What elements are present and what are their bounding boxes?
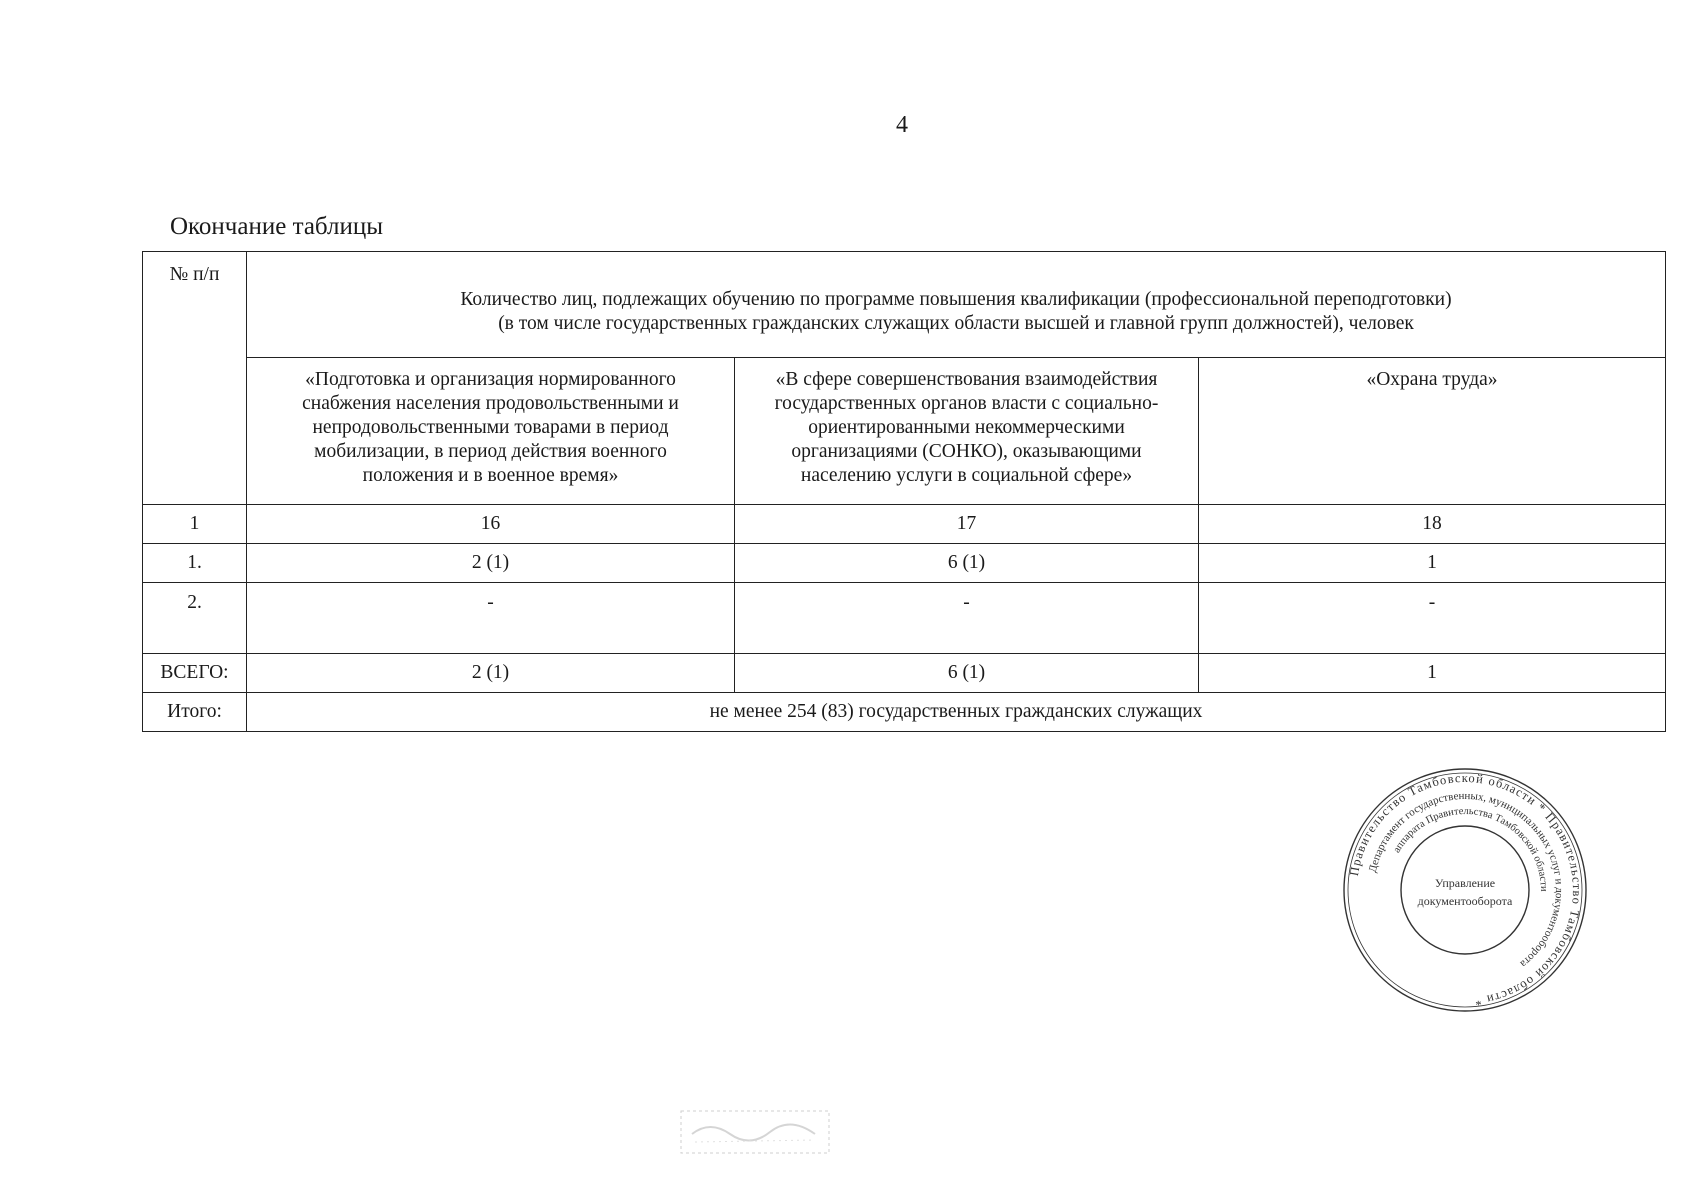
row-num: 1. bbox=[143, 544, 247, 583]
cell: 1 bbox=[1199, 654, 1666, 693]
scan-artifact bbox=[680, 1110, 830, 1154]
cell: 18 bbox=[1199, 505, 1666, 544]
header-group-line1: Количество лиц, подлежащих обучению по программе повышения квалификации (профессиональной переподготовки) bbox=[460, 288, 1452, 310]
cell: - bbox=[247, 583, 735, 654]
table-row-total bbox=[143, 693, 1666, 732]
cell: 1 bbox=[1199, 544, 1666, 583]
column-header-18: «Охрана труда» bbox=[1199, 358, 1666, 505]
table-row bbox=[143, 505, 1666, 544]
cell: - bbox=[735, 583, 1199, 654]
table-caption: Окончание таблицы bbox=[170, 213, 384, 240]
header-group-line2: (в том числе государственных гражданских служащих области высшей и главной групп должностей), человек bbox=[498, 312, 1414, 334]
seal-center-line1: Управление bbox=[1434, 876, 1496, 890]
table-row bbox=[143, 654, 1666, 693]
cell: 2 (1) bbox=[247, 654, 735, 693]
official-seal bbox=[1340, 765, 1590, 1015]
total-value: не менее 254 (83) государственных гражданских служащих bbox=[247, 693, 1666, 732]
table-row bbox=[143, 583, 1666, 654]
column-header-16: «Подготовка и организация нормированного снабжения населения продовольственными и непродовольственными товарами в период мобилизации, в период действия военного положения и в военное время» bbox=[247, 358, 735, 505]
cell: - bbox=[1199, 583, 1666, 654]
seal-middle-text: Департамент государственных, муниципальных услуг и документооборота bbox=[1366, 789, 1566, 970]
seal-inner-text: аппарата Правительства Тамбовской области bbox=[1391, 805, 1550, 892]
row-num: 2. bbox=[143, 583, 247, 654]
header-group bbox=[247, 252, 1666, 358]
total-label: Итого: bbox=[143, 693, 247, 732]
header-num: № п/п bbox=[143, 252, 247, 505]
seal-outer-text: Правительство Тамбовской области * Правительство Тамбовской области * bbox=[1346, 770, 1585, 1009]
cell: 2 (1) bbox=[247, 544, 735, 583]
cell: 16 bbox=[247, 505, 735, 544]
cell: 6 (1) bbox=[735, 654, 1199, 693]
page-number: 4 bbox=[896, 112, 908, 138]
training-table bbox=[142, 251, 1666, 732]
cell: 17 bbox=[735, 505, 1199, 544]
cell: 6 (1) bbox=[735, 544, 1199, 583]
row-num: 1 bbox=[143, 505, 247, 544]
seal-center-line2: документооборота bbox=[1417, 894, 1513, 908]
column-header-17: «В сфере совершенствования взаимодействия государственных органов власти с социально-ориентированными некоммерческими организациями (СОНКО), оказывающими населению услуги в социальной сфере» bbox=[735, 358, 1199, 505]
row-num: ВСЕГО: bbox=[143, 654, 247, 693]
table-row bbox=[143, 544, 1666, 583]
